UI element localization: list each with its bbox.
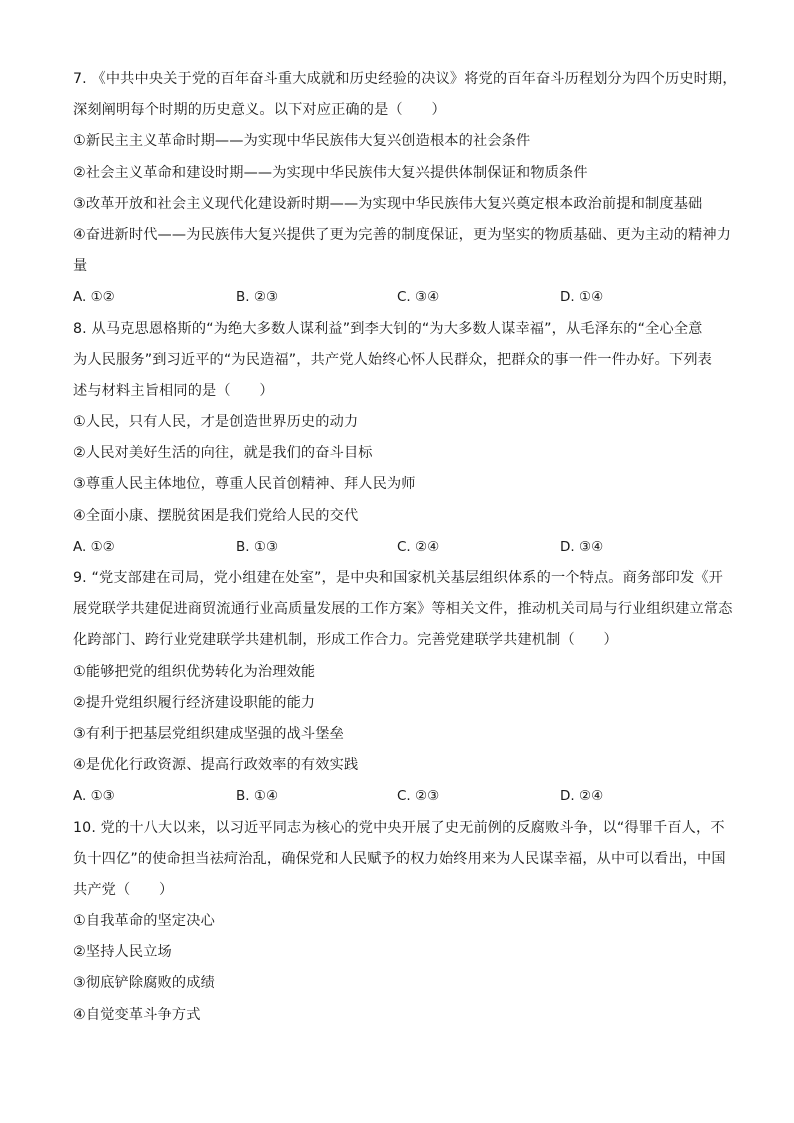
question-stem-line: 8. 从马克思恩格斯的“为绝大多数人谋利益”到李大钊的“为大多数人谋幸福”，从毛泽东的“全心全意: [73, 320, 703, 337]
option-d: D. ③④: [560, 538, 604, 555]
option-a: A. ①②: [73, 538, 115, 555]
option-b: B. ①④: [236, 788, 279, 805]
statement-1: ①能够把党的组织优势转化为治理效能: [73, 663, 316, 680]
statement-3: ③有利于把基层党组织建成坚强的战斗堡垒: [73, 725, 344, 742]
answer-options: [73, 282, 723, 313]
exam-page: [73, 64, 737, 1031]
answer-options: [73, 532, 723, 563]
option-b: B. ①③: [236, 538, 279, 555]
answer-options: [73, 781, 723, 812]
statement-2: ②提升党组织履行经济建设职能的能力: [73, 694, 316, 711]
question-stem-line: 负十四亿”的使命担当祛疴治乱，确保党和人民赋予的权力始终用来为人民谋幸福，从中可以看出，中国: [73, 850, 726, 867]
statement-3: ③彻底铲除腐败的成绩: [73, 975, 215, 992]
statement-4: ④全面小康、摆脱贫困是我们党给人民的交代: [73, 507, 359, 524]
question-stem-line: 化跨部门、跨行业党建联学共建机制，形成工作合力。完善党建联学共建机制（ ）: [73, 632, 618, 649]
statement-2: ②人民对美好生活的向往，就是我们的奋斗目标: [73, 445, 373, 462]
statement-3: ③尊重人民主体地位，尊重人民首创精神、拜人民为师: [73, 476, 416, 493]
statement-4-continued: 量: [73, 258, 88, 275]
option-d: D. ②④: [560, 788, 604, 805]
question-stem-line: 7. 《中共中央关于党的百年奋斗重大成就和历史经验的决议》将党的百年奋斗历程划分为四个历史时期，: [73, 71, 737, 87]
option-d: D. ①④: [560, 289, 604, 306]
question-8: [73, 314, 723, 564]
question-stem-line: 为人民服务”到习近平的“为民造福”，共产党人始终心怀人民群众，把群众的事一件一件办好。下列表: [73, 351, 713, 368]
statement-4: ④奋进新时代——为民族伟大复兴提供了更为完善的制度保证，更为坚实的物质基础、更为主动的精神力: [73, 226, 732, 243]
question-stem-line: 共产党（ ）: [73, 881, 174, 898]
statement-3: ③改革开放和社会主义现代化建设新时期——为实现中华民族伟大复兴奠定根本政治前提和制度基础: [73, 195, 703, 212]
statement-1: ①自我革命的坚定决心: [73, 913, 215, 930]
statement-1: ①新民主主义革命时期——为实现中华民族伟大复兴创造根本的社会条件: [73, 133, 531, 150]
option-c: C. ②③: [397, 788, 440, 805]
statement-2: ②坚持人民立场: [73, 944, 172, 961]
option-c: C. ③④: [397, 289, 440, 306]
option-c: C. ②④: [397, 538, 440, 555]
question-7: [73, 64, 737, 314]
statement-4: ④是优化行政资源、提高行政效率的有效实践: [73, 757, 359, 774]
option-a: A. ①②: [73, 289, 115, 306]
question-stem-line: 展党联学共建促进商贸流通行业高质量发展的工作方案》等相关文件，推动机关司局与行业组织建立常态: [73, 601, 733, 618]
statement-1: ①人民，只有人民，才是创造世界历史的动力: [73, 414, 359, 431]
question-stem-line: 深刻阐明每个时期的历史意义。以下对应正确的是（ ）: [73, 102, 446, 119]
question-stem-line: 9. “党支部建在司局，党小组建在处室”，是中央和国家机关基层组织体系的一个特点。商务部印发《开: [73, 570, 724, 586]
question-stem-line: 10. 党的十八大以来，以习近平同志为核心的党中央开展了史无前例的反腐败斗争，以“得罪千百人，不: [73, 819, 725, 836]
question-10: [73, 813, 726, 1031]
statement-2: ②社会主义革命和建设时期——为实现中华民族伟大复兴提供体制保证和物质条件: [73, 164, 588, 181]
option-a: A. ①③: [73, 788, 115, 805]
statement-4: ④自觉变革斗争方式: [73, 1006, 201, 1023]
question-9: [73, 563, 733, 813]
question-stem-line: 述与材料主旨相同的是（ ）: [73, 382, 274, 399]
option-b: B. ②③: [236, 289, 279, 306]
